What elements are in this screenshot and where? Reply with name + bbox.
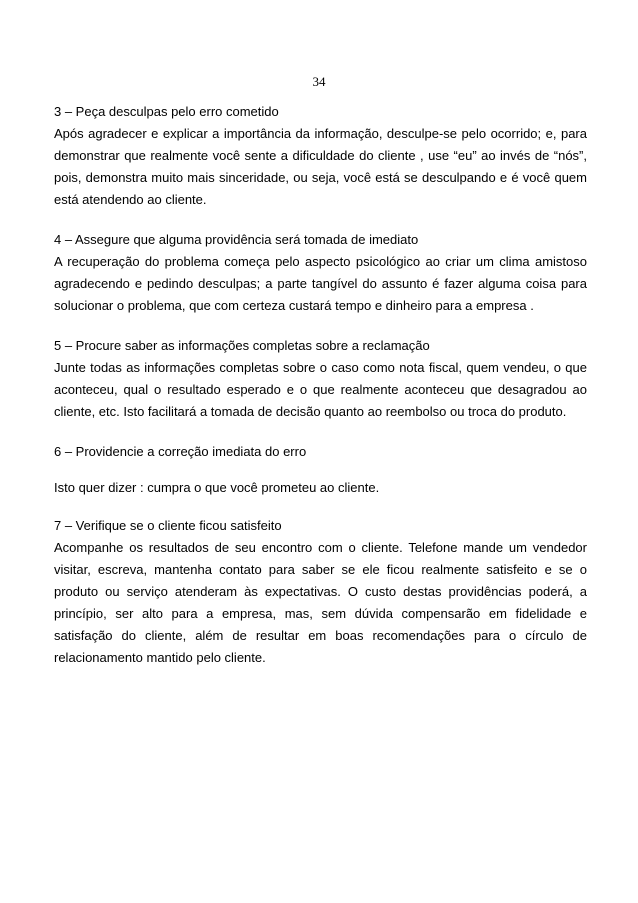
section-heading: 6 – Providencie a correção imediata do erro bbox=[54, 444, 307, 459]
section-paragraph: A recuperação do problema começa pelo aspecto psicológico ao criar um clima amistoso agradecendo e pedindo desculpas; a parte tangível do assunto é fazer alguma coisa para solucionar o problema, que com certeza custará tempo e dinheiro para a empresa . bbox=[54, 254, 587, 313]
page-number: 34 bbox=[312, 74, 326, 89]
section-4 bbox=[54, 229, 587, 317]
section-6-body bbox=[54, 477, 587, 499]
section-7 bbox=[54, 515, 587, 669]
document-body bbox=[54, 101, 587, 687]
section-6 bbox=[54, 441, 587, 463]
section-paragraph: Junte todas as informações completas sobre o caso como nota fiscal, quem vendeu, o que aconteceu, qual o resultado esperado e o que realmente aconteceu que desagradou ao cliente, etc. Isto facilitará a tomada de decisão quanto ao reembolso ou troca do produto. bbox=[54, 360, 587, 419]
section-3 bbox=[54, 101, 587, 211]
section-5 bbox=[54, 335, 587, 423]
section-heading: 4 – Assegure que alguma providência será tomada de imediato bbox=[54, 232, 419, 247]
section-paragraph: Acompanhe os resultados de seu encontro com o cliente. Telefone mande um vendedor visitar, escreva, mantenha contato para saber se ele ficou realmente satisfeito e se o produto ou serviço atenderam às expectativas. O custo destas providências poderá, a princípio, ser alto para a empresa, mas, sem dúvida compensarão em fidelidade e satisfação do cliente, além de resultar em boas recomendações para o círculo de relacionamento mantido pelo cliente. bbox=[54, 540, 587, 665]
section-paragraph: Isto quer dizer : cumpra o que você prometeu ao cliente. bbox=[54, 480, 380, 495]
section-heading: 7 – Verifique se o cliente ficou satisfeito bbox=[54, 518, 282, 533]
section-heading: 5 – Procure saber as informações completas sobre a reclamação bbox=[54, 338, 430, 353]
section-paragraph: Após agradecer e explicar a importância da informação, desculpe-se pelo ocorrido; e, para demonstrar que realmente você sente a dificuldade do cliente , use “eu” ao invés de “nós”, pois, demonstra muito mais sinceridade, ou seja, você está se desculpando e é você quem está atendendo ao cliente. bbox=[54, 126, 587, 207]
section-heading: 3 – Peça desculpas pelo erro cometido bbox=[54, 104, 279, 119]
